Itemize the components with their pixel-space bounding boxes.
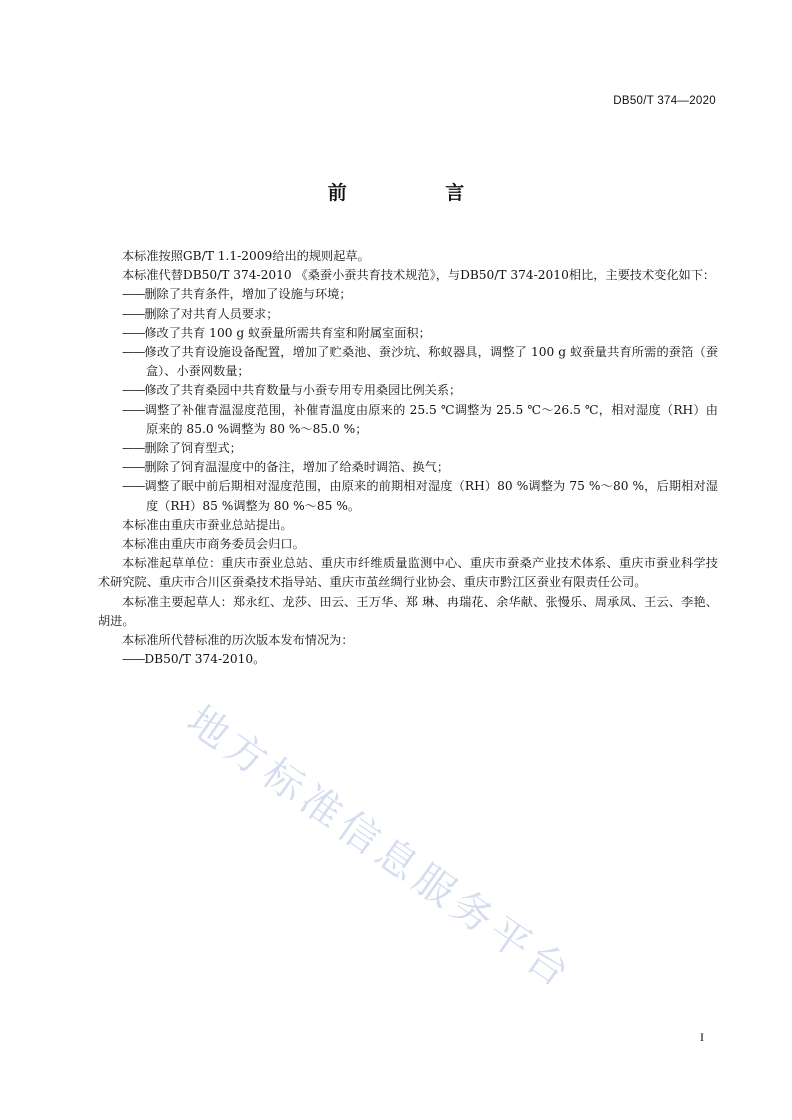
document-code: DB50/T 374—2020 [613, 95, 716, 107]
administrator-paragraph: 本标准由重庆市商务委员会归口。 [122, 537, 305, 552]
history-item [98, 650, 718, 669]
history-intro-paragraph: 本标准所代替标准的历次版本发布情况为： [122, 633, 354, 648]
drafters-paragraph: 本标准主要起草人：郑永红、龙莎、田云、王万华、郑 琳、冉瑞花、余华献、张慢乐、周承凤、王云、李艳、胡进。 [98, 594, 718, 628]
list-item-text: 删除了对共育人员要求； [144, 306, 279, 321]
dash-marker: —— [122, 306, 145, 321]
dash-marker: —— [122, 345, 145, 360]
dash-marker: —— [122, 287, 145, 302]
list-item [98, 439, 718, 458]
list-item [98, 343, 718, 381]
foreword-body [98, 247, 718, 669]
list-item [98, 477, 718, 515]
list-item-text: 删除了饲育温湿度中的备注，增加了给桑时调箔、换气； [144, 460, 450, 475]
list-item [98, 285, 718, 304]
drafting-rule-paragraph: 本标准按照GB/T 1.1-2009给出的规则起草。 [122, 249, 370, 263]
list-item [98, 305, 718, 324]
list-item [98, 324, 718, 343]
list-item [98, 458, 718, 477]
dash-marker: —— [122, 441, 145, 456]
dash-marker: —— [122, 479, 145, 494]
page-number: I [700, 1030, 704, 1044]
dash-marker: —— [122, 652, 145, 667]
dash-marker: —— [122, 460, 145, 475]
list-item [98, 381, 718, 400]
list-item-text: 修改了共育设施设备配置，增加了贮桑池、蚕沙坑、称蚁器具，调整了 100 g 蚁蚕量共育所需的蚕箔（蚕盒）、小蚕网数量； [144, 345, 718, 379]
list-item-text: 修改了共育桑园中共育数量与小蚕专用专用桑园比例关系； [144, 383, 462, 398]
list-item-text: 删除了共育条件，增加了设施与环境； [144, 287, 352, 302]
dash-marker: —— [122, 402, 145, 417]
replacement-paragraph: 本标准代替DB50/T 374-2010 《桑蚕小蚕共育技术规范》，与DB50/T 374-2010相比，主要技术变化如下： [122, 268, 716, 283]
change-list [98, 285, 718, 515]
dash-marker: —— [122, 383, 145, 398]
list-item-text: 调整了补催青温湿度范围，补催青温度由原来的 25.5 ℃调整为 25.5 ℃～26.5 ℃，相对湿度（RH）由原来的 85.0 %调整为 80 %～85.0 %； [144, 402, 718, 436]
history-item-text: DB50/T 374-2010。 [144, 652, 266, 667]
list-item [98, 401, 718, 439]
watermark: 地方标准信息服务平台 [178, 697, 582, 999]
list-item-text: 删除了饲育型式； [144, 441, 242, 456]
proposer-paragraph: 本标准由重庆市蚕业总站提出。 [122, 517, 293, 532]
list-item-text: 修改了共育 100 g 蚁蚕量所需共育室和附属室面积； [144, 325, 431, 340]
dash-marker: —— [122, 325, 145, 340]
drafting-units-paragraph: 本标准起草单位：重庆市蚕业总站、重庆市纤维质量监测中心、重庆市蚕桑产业技术体系、重庆市蚕业科学技术研究院、重庆市合川区蚕桑技术指导站、重庆市茧丝绸行业协会、重庆市黔江区蚕业有限责任公司。 [98, 556, 718, 590]
page-title: 前 言 [327, 182, 511, 204]
list-item-text: 调整了眠中前后期相对湿度范围，由原来的前期相对湿度（RH）80 %调整为 75 %～80 %，后期相对湿度（RH）85 %调整为 80 %～85 %。 [144, 479, 718, 513]
